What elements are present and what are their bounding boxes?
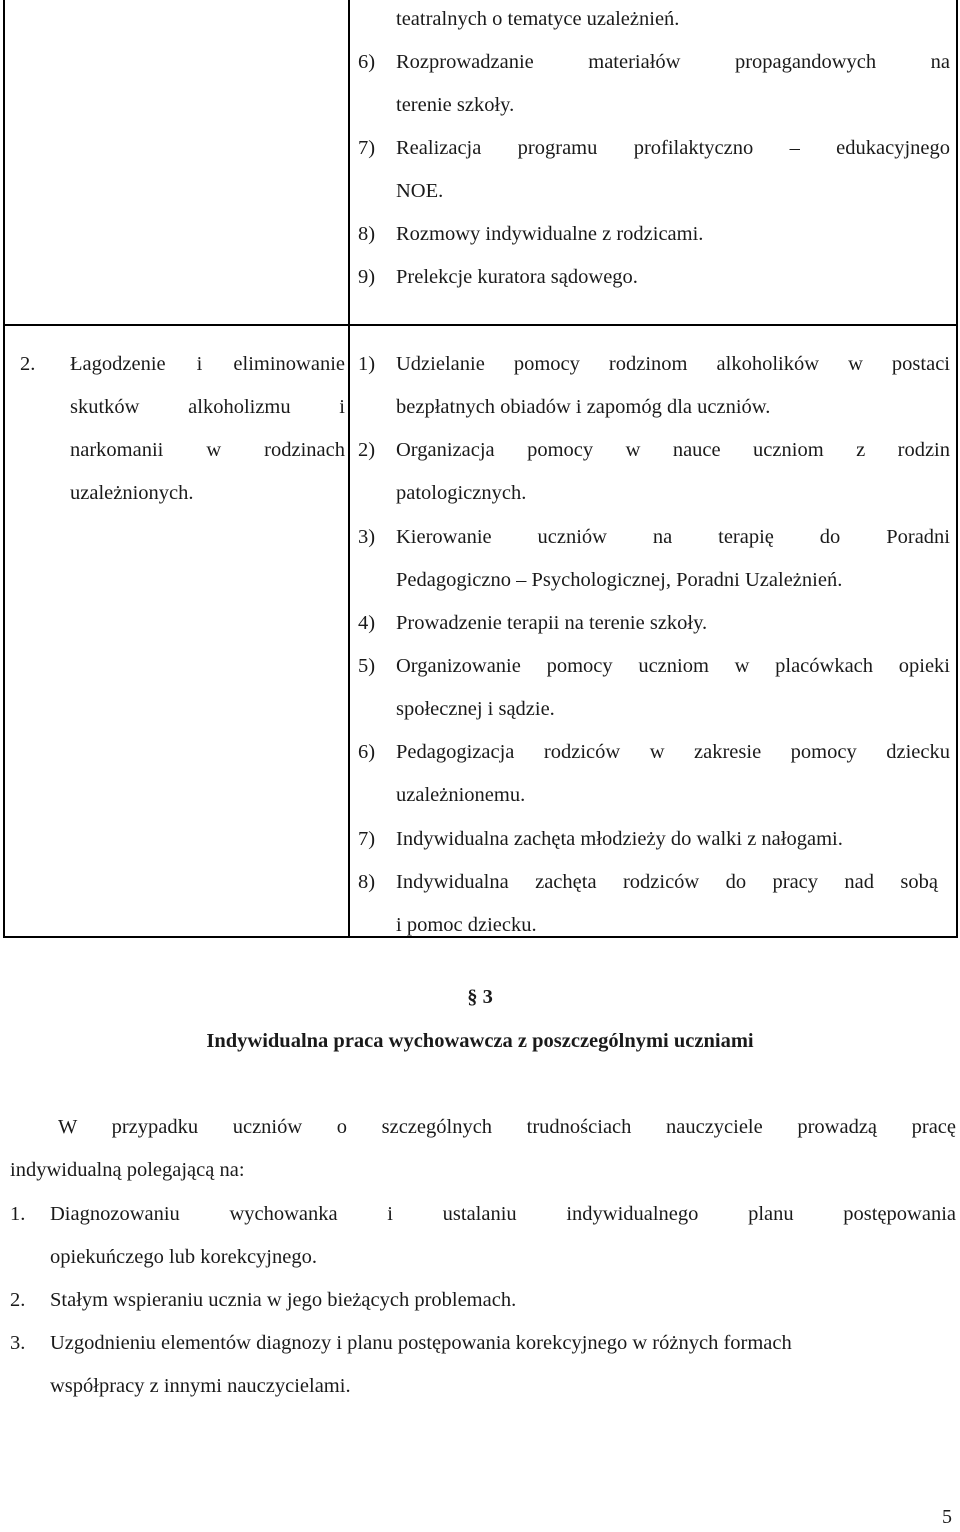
item-number: 3) <box>358 526 376 548</box>
goal-line: uzależnionych. <box>70 482 194 504</box>
page-number: 5 <box>942 1506 952 1528</box>
item-line: Indywidualna zachęta rodziców do pracy nad sobą <box>396 871 938 893</box>
item-line: Realizacja programu profilaktyczno – edukacyjnego <box>396 137 950 159</box>
item-line: teatralnych o tematyce uzależnień. <box>396 8 680 30</box>
list-line: opiekuńczego lub korekcyjnego. <box>50 1246 317 1268</box>
list-number: 1. <box>10 1203 26 1225</box>
item-line: Pedagogiczno – Psychologicznej, Poradni Uzależnień. <box>396 569 843 591</box>
list-item-2 <box>0 1289 960 1329</box>
item-line: Prowadzenie terapii na terenie szkoły. <box>396 612 708 634</box>
item-number: 5) <box>358 655 376 677</box>
item-line: Udzielanie pomocy rodzinom alkoholików w postaci <box>396 353 950 375</box>
item-number: 4) <box>358 612 376 634</box>
intro-line-2: indywidualną polegającą na: <box>10 1159 245 1181</box>
item-number: 6) <box>358 51 376 73</box>
table-row-divider <box>3 324 958 326</box>
item-line: NOE. <box>396 180 444 202</box>
row-number: 2. <box>20 353 36 375</box>
item-line: patologicznych. <box>396 482 527 504</box>
list-line: Diagnozowaniu wychowanka i ustalaniu indywidualnego planu postępowania <box>50 1203 956 1225</box>
list-item-1 <box>0 1203 960 1283</box>
item-line: uzależnionemu. <box>396 784 526 806</box>
item-line: terenie szkoły. <box>396 94 515 116</box>
table-border-middle <box>348 0 350 938</box>
goal-line: narkomanii w rodzinach <box>70 439 345 461</box>
item-number: 8) <box>358 223 376 245</box>
table-border-left <box>3 0 5 938</box>
item-line: społecznej i sądzie. <box>396 698 555 720</box>
item-line: Organizowanie pomocy uczniom w placówkach opieki <box>396 655 950 677</box>
item-line: Organizacja pomocy w nauce uczniom z rodzin <box>396 439 950 461</box>
item-number: 8) <box>358 871 376 893</box>
list-number: 2. <box>10 1289 26 1311</box>
item-line: i pomoc dziecku. <box>396 914 537 936</box>
item-line: Rozmowy indywidualne z rodzicami. <box>396 223 704 245</box>
item-number: 7) <box>358 828 376 850</box>
list-line: Stałym wspieraniu ucznia w jego bieżących problemach. <box>50 1289 517 1311</box>
item-line: Indywidualna zachęta młodzieży do walki z nałogami. <box>396 828 843 850</box>
goal-line: Łagodzenie i eliminowanie <box>70 353 345 375</box>
list-number: 3. <box>10 1332 26 1354</box>
section-title: Indywidualna praca wychowawcza z poszczególnymi uczniami <box>206 1030 754 1052</box>
item-number: 7) <box>358 137 376 159</box>
list-item-3 <box>0 1332 960 1412</box>
item-line: Rozprowadzanie materiałów propagandowych na <box>396 51 950 73</box>
item-line: Pedagogizacja rodziców w zakresie pomocy dziecku <box>396 741 950 763</box>
item-number: 1) <box>358 353 376 375</box>
item-line: bezpłatnych obiadów i zapomóg dla uczniów. <box>396 396 771 418</box>
list-line: współpracy z innymi nauczycielami. <box>50 1375 351 1397</box>
list-line: Uzgodnieniu elementów diagnozy i planu postępowania korekcyjnego w różnych formach <box>50 1332 792 1354</box>
item-line: Prelekcje kuratora sądowego. <box>396 266 638 288</box>
intro-line-1: W przypadku uczniów o szczególnych trudnościach nauczyciele prowadzą pracę <box>58 1116 956 1138</box>
item-number: 6) <box>358 741 376 763</box>
item-line: Kierowanie uczniów na terapię do Poradni <box>396 526 950 548</box>
section-symbol: § 3 <box>467 986 493 1008</box>
table-border-right <box>956 0 958 938</box>
item-number: 9) <box>358 266 376 288</box>
item-number: 2) <box>358 439 376 461</box>
goal-line: skutków alkoholizmu i <box>70 396 345 418</box>
